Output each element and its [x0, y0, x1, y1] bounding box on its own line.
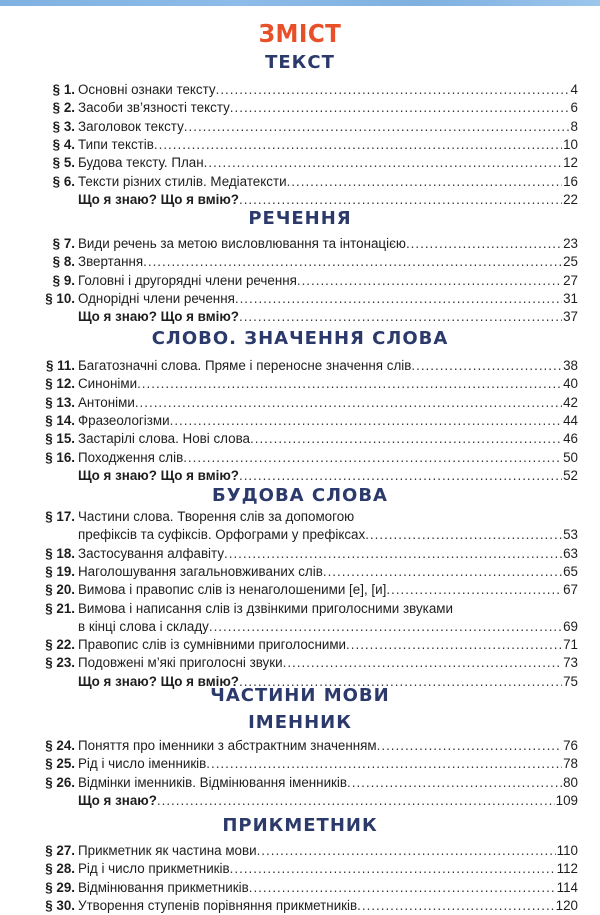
leader-dots [386, 581, 562, 598]
toc-entry-line [78, 755, 578, 772]
page-number: 63 [563, 545, 578, 561]
section-number: § 22. [45, 637, 75, 653]
page-number: 73 [563, 655, 578, 671]
toc-entry-title: Однорідні члени речення [78, 290, 235, 306]
page-number: 71 [563, 637, 578, 653]
toc-entry-line [78, 618, 578, 635]
page-title: ЗМІСТ [258, 19, 342, 48]
section-subheading: ІМЕННИК [248, 712, 352, 733]
page-number: 38 [563, 358, 578, 373]
page-number: 78 [563, 756, 578, 772]
leader-dots [297, 272, 562, 289]
toc-entry-line [78, 290, 578, 307]
toc-entry-title: Що я знаю? Що я вмію? [78, 467, 239, 483]
toc-entry-title: Звертання [78, 254, 144, 270]
page-number: 22 [563, 191, 578, 207]
toc-entry-line [78, 191, 578, 208]
top-decorative-band [0, 0, 600, 6]
toc-entry[interactable] [0, 842, 600, 859]
toc-entry-line [78, 654, 578, 671]
toc-entry-line [78, 173, 578, 190]
page-number: 40 [563, 376, 578, 392]
toc-entry-title: Прикметник як частина мови [78, 843, 257, 858]
page-number: 16 [563, 173, 578, 189]
toc-review-entry[interactable] [0, 467, 600, 484]
toc-entry-title: Походження слів [78, 449, 184, 465]
page-number: 53 [563, 527, 578, 543]
section-number: § 13. [45, 394, 75, 410]
leader-dots [365, 526, 562, 543]
toc-entry-line [78, 774, 578, 791]
toc-entry[interactable] [0, 545, 600, 562]
toc-entry-title: Багатозначні слова. Пряме і переносне значення слів [78, 358, 412, 373]
toc-entry[interactable] [0, 154, 600, 171]
toc-entry-title: Що я знаю? Що я вмію? [78, 309, 239, 325]
toc-entry[interactable] [0, 600, 600, 617]
leader-dots [235, 290, 562, 307]
section-number: § 23. [45, 655, 75, 671]
toc-entry-line [78, 136, 578, 153]
leader-dots [206, 755, 562, 772]
toc-entry-line [78, 235, 578, 252]
toc-review-entry[interactable] [0, 308, 600, 325]
toc-entry-title: Рід і число прикметників [78, 861, 230, 877]
toc-entry-title: Що я знаю? Що я вмію? [78, 673, 239, 689]
toc-entry-line [78, 563, 578, 580]
section-heading: СЛОВО. ЗНАЧЕННЯ СЛОВА [151, 328, 449, 349]
section-heading: ПРИКМЕТНИК [222, 815, 378, 836]
section-number: § 12. [45, 376, 75, 392]
leader-dots [230, 860, 556, 877]
page-number: 8 [570, 118, 578, 134]
leader-dots [377, 737, 562, 754]
toc-entry-line [78, 253, 578, 270]
section-number: § 16. [45, 449, 75, 465]
page-number: 10 [563, 136, 578, 152]
page-number: 120 [555, 897, 578, 913]
section-number: § 18. [45, 545, 75, 561]
toc-entry-title: Відмінки іменників. Відмінювання іменників [78, 774, 347, 790]
page-number: 50 [563, 449, 578, 465]
page-number: 114 [556, 879, 578, 895]
section-heading: ТЕКСТ [265, 52, 335, 73]
leader-dots [287, 173, 563, 190]
toc-entry[interactable] [0, 860, 600, 877]
leader-dots [143, 253, 562, 270]
toc-entry-line [78, 394, 578, 411]
section-number: § 27. [45, 843, 75, 858]
toc-entry-title: Подовжені м’які приголосні звуки [78, 655, 283, 671]
section-number: § 6. [52, 173, 75, 189]
section-number: § 8. [52, 254, 75, 270]
section-number: § 11. [45, 358, 75, 373]
toc-entry-title-continued: префіксів та суфіксів. Орфограми у префіксах [78, 527, 366, 543]
toc-entry[interactable] [0, 357, 600, 374]
leader-dots [216, 81, 570, 98]
toc-entry-line [78, 99, 578, 116]
toc-entry[interactable] [0, 272, 600, 289]
section-number: § 1. [52, 82, 75, 97]
leader-dots [239, 467, 562, 484]
toc-entry-title: Синоніми [78, 376, 138, 392]
page-number: 6 [570, 100, 578, 116]
toc-entry-line [78, 81, 578, 98]
toc-entry[interactable] [0, 375, 600, 392]
leader-dots [257, 842, 556, 859]
section-number: § 28. [45, 861, 75, 877]
toc-entry-continuation[interactable] [0, 618, 600, 635]
toc-entry-title: Застосування алфавіту [78, 545, 225, 561]
page-number: 42 [563, 394, 578, 410]
toc-entry[interactable] [0, 879, 600, 896]
toc-entry-line [78, 636, 578, 653]
toc-entry-title: Заголовок тексту [78, 118, 184, 134]
page-number: 65 [563, 563, 578, 579]
section-number: § 2. [52, 100, 75, 116]
toc-entry[interactable] [0, 449, 600, 466]
toc-entry-line [78, 308, 578, 325]
section-number: § 3. [52, 118, 75, 134]
toc-entry-title: Поняття про іменники з абстрактним значенням [78, 738, 377, 753]
section-number: § 26. [45, 774, 75, 790]
toc-entry-line [78, 879, 578, 896]
toc-entry-title: Типи текстів [78, 136, 154, 152]
page-number: 27 [563, 272, 578, 288]
leader-dots [239, 191, 562, 208]
leader-dots [357, 897, 555, 914]
toc-entry-title: Застарілі слова. Нові слова [78, 431, 250, 447]
toc-entry-title: Засоби зв’язності тексту [78, 100, 230, 116]
section-number: § 30. [45, 897, 75, 913]
section-number: § 14. [45, 412, 75, 428]
toc-entry[interactable] [0, 99, 600, 116]
toc-entry-line [78, 600, 578, 617]
toc-entry-line [78, 526, 578, 543]
toc-entry[interactable] [0, 173, 600, 190]
section-number: § 20. [45, 582, 75, 598]
section-heading: ЧАСТИНИ МОВИ [210, 685, 390, 706]
page-number: 75 [563, 673, 578, 689]
toc-entry-title: Будова тексту. План [78, 155, 204, 171]
leader-dots [239, 308, 562, 325]
toc-entry-title: Фразеологізми [78, 412, 170, 428]
leader-dots [283, 654, 563, 671]
leader-dots [250, 430, 562, 447]
section-number: § 15. [45, 431, 75, 447]
toc-entry[interactable] [0, 118, 600, 135]
toc-entry[interactable] [0, 774, 600, 791]
section-number: § 5. [52, 155, 75, 171]
toc-entry[interactable] [0, 290, 600, 307]
leader-dots [157, 792, 555, 809]
page-number: 44 [563, 412, 578, 428]
toc-review-entry[interactable] [0, 191, 600, 208]
toc-entry[interactable] [0, 508, 600, 525]
page-number: 31 [563, 290, 578, 306]
toc-entry-title: Що я знаю? Що я вмію? [78, 191, 239, 207]
toc-entry[interactable] [0, 412, 600, 429]
page-number: 23 [563, 236, 578, 251]
toc-entry-line [78, 581, 578, 598]
toc-entry[interactable] [0, 394, 600, 411]
section-number: § 24. [45, 738, 75, 753]
toc-entry-title-continued: в кінці слова і складу [78, 618, 209, 634]
toc-entry-title: Види речень за метою висловлювання та інтонацією [78, 236, 406, 251]
leader-dots [230, 99, 570, 116]
toc-entry[interactable] [0, 737, 600, 754]
toc-entry[interactable] [0, 136, 600, 153]
toc-entry-line [78, 897, 578, 914]
toc-entry-title: Утворення ступенів порівняння прикметників [78, 897, 358, 913]
page-number: 52 [563, 467, 578, 483]
toc-entry-title: Антоніми [78, 394, 135, 410]
toc-entry-line [78, 449, 578, 466]
toc-entry[interactable] [0, 430, 600, 447]
section-heading: БУДОВА СЛОВА [212, 485, 388, 506]
section-number: § 19. [45, 563, 75, 579]
leader-dots [204, 154, 562, 171]
page-number: 69 [563, 618, 578, 634]
leader-dots [183, 449, 562, 466]
toc-entry-line [78, 467, 578, 484]
section-number: § 10. [45, 290, 75, 306]
toc-entry[interactable] [0, 636, 600, 653]
toc-entry-title: Основні ознаки тексту [78, 82, 216, 97]
page-number: 12 [563, 155, 578, 171]
section-number: § 29. [45, 879, 75, 895]
page-number: 112 [556, 861, 578, 877]
toc-entry-title: Що я знаю? [78, 792, 157, 808]
leader-dots [406, 235, 562, 252]
page-number: 25 [563, 254, 578, 270]
leader-dots [249, 879, 556, 896]
toc-entry[interactable] [0, 81, 600, 98]
toc-entry-continuation[interactable] [0, 526, 600, 543]
toc-entry-line [78, 357, 578, 374]
toc-entry-line [78, 412, 578, 429]
toc-entry-title: Наголошування загальновживаних слів [78, 563, 323, 579]
toc-entry-line [78, 508, 578, 525]
toc-entry-line [78, 860, 578, 877]
toc-entry[interactable] [0, 563, 600, 580]
leader-dots [135, 394, 562, 411]
page-number: 37 [563, 309, 578, 325]
leader-dots [224, 545, 562, 562]
page-number: 4 [570, 82, 578, 97]
toc-entry[interactable] [0, 654, 600, 671]
toc-entry-line [78, 272, 578, 289]
toc-entry[interactable] [0, 235, 600, 252]
toc-entry-title: Рід і число іменників [78, 756, 207, 772]
section-number: § 4. [52, 136, 75, 152]
leader-dots [209, 618, 562, 635]
toc-entry-title: Вимова і написання слів із дзвінкими приголосними звуками [78, 600, 453, 616]
toc-entry-line [78, 737, 578, 754]
toc-entry-title: Відмінювання прикметників [78, 879, 249, 895]
page-number: 80 [563, 774, 578, 790]
section-number: § 9. [52, 272, 75, 288]
page-number: 67 [563, 582, 578, 598]
toc-entry-title: Правопис слів із сумнівними приголосними [78, 637, 347, 653]
section-number: § 17. [45, 509, 75, 524]
leader-dots [154, 136, 562, 153]
page-number: 46 [563, 431, 578, 447]
toc-entry-line [78, 842, 578, 859]
leader-dots [184, 118, 570, 135]
toc-entry-line [78, 545, 578, 562]
toc-entry[interactable] [0, 253, 600, 270]
section-heading: РЕЧЕННЯ [248, 208, 352, 229]
section-number: § 21. [45, 600, 75, 616]
leader-dots [346, 636, 562, 653]
toc-entry[interactable] [0, 581, 600, 598]
toc-entry-title: Частини слова. Творення слів за допомогою [78, 509, 355, 524]
section-number: § 7. [52, 236, 75, 251]
leader-dots [347, 774, 562, 791]
toc-entry-title: Головні і другорядні члени речення [78, 272, 297, 288]
leader-dots [323, 563, 562, 580]
toc-entry-line [78, 430, 578, 447]
leader-dots [170, 412, 562, 429]
toc-entry-line [78, 154, 578, 171]
page-number: 110 [556, 843, 578, 858]
toc-review-entry[interactable] [0, 792, 600, 809]
toc-entry-line [78, 375, 578, 392]
toc-entry-line [78, 792, 578, 809]
toc-entry[interactable] [0, 897, 600, 914]
section-number: § 25. [45, 756, 75, 772]
toc-entry-title: Вимова і правопис слів із ненаголошеними [е], [и] [78, 582, 387, 598]
leader-dots [411, 357, 562, 374]
page-number: 109 [555, 792, 578, 808]
leader-dots [137, 375, 562, 392]
toc-entry-title: Тексти різних стилів. Медіатексти [78, 173, 287, 189]
toc-entry[interactable] [0, 755, 600, 772]
toc-entry-line [78, 118, 578, 135]
page-number: 76 [563, 738, 578, 753]
